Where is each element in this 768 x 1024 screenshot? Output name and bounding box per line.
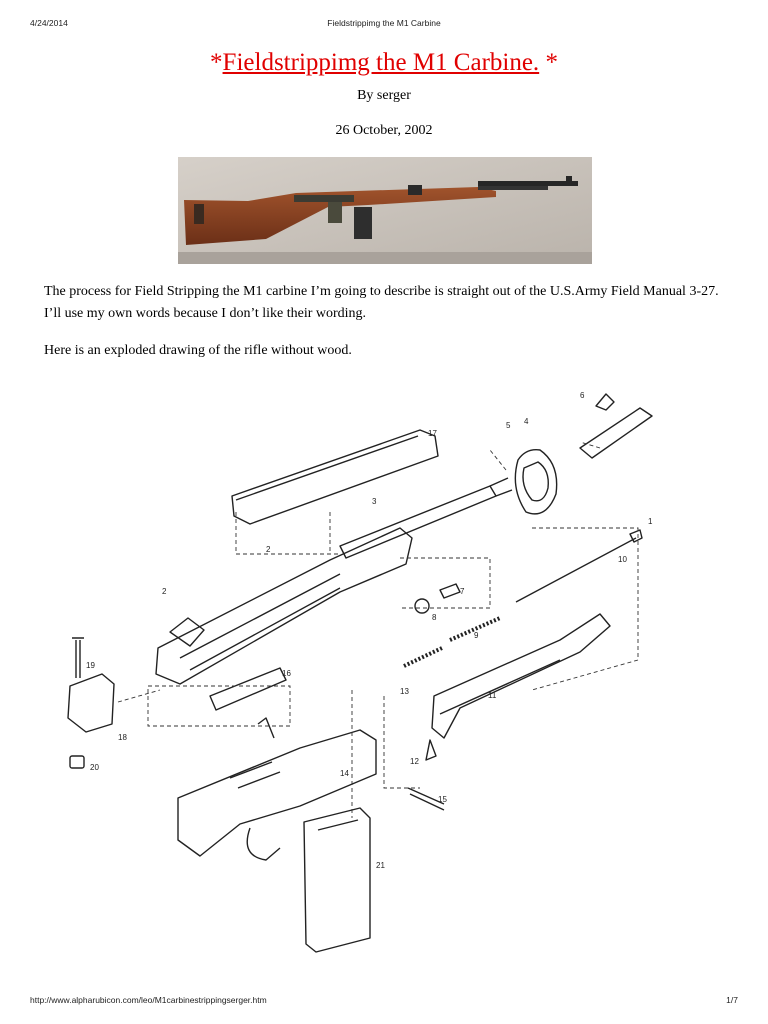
part-12 — [426, 740, 436, 760]
part-barrel — [340, 486, 496, 558]
drawing-label: 6 — [580, 391, 585, 400]
drawing-label: 17 — [428, 429, 437, 438]
part-receiver — [156, 528, 412, 684]
drawing-label: 13 — [400, 687, 409, 696]
drawing-label: 7 — [460, 587, 465, 596]
drawing-label: 21 — [376, 861, 385, 870]
part-barrel-band — [515, 450, 556, 514]
drawing-intro-paragraph: Here is an exploded drawing of the rifle without wood. — [44, 343, 352, 358]
print-header-title: Fieldstrippimg the M1 Carbine — [327, 18, 441, 28]
print-footer-page: 1/7 — [726, 995, 738, 1005]
part-7 — [440, 584, 460, 598]
part-magazine — [304, 808, 370, 952]
drawing-label: 15 — [438, 795, 447, 804]
print-footer-url: http://www.alpharubicon.com/leo/M1carbinestrippingserger.htm — [30, 995, 267, 1005]
drawing-label: 3 — [372, 497, 377, 506]
drawing-label: 1 — [648, 517, 653, 526]
page-title — [0, 48, 768, 78]
part-8 — [415, 599, 429, 613]
byline: By serger — [357, 88, 411, 103]
part-bolt-screw — [72, 638, 84, 678]
exploded-drawing — [40, 378, 720, 963]
drawing-label: 2 — [266, 545, 271, 554]
publish-date: 26 October, 2002 — [335, 123, 433, 138]
part-front-sight — [580, 408, 652, 458]
part-stock-liner — [432, 614, 610, 738]
title-main: Fieldstrippimg the M1 Carbine. — [222, 49, 540, 76]
drawing-label: 16 — [282, 669, 291, 678]
drawing-label: 11 — [488, 691, 497, 700]
part-trigger-housing — [178, 730, 376, 856]
title-suffix: * — [539, 49, 558, 76]
drawing-label: 8 — [432, 613, 437, 622]
part-operating-slide — [210, 668, 286, 710]
part-nut — [70, 756, 84, 768]
carbine-photo — [178, 157, 592, 264]
drawing-label: 20 — [90, 763, 99, 772]
drawing-label: 12 — [410, 757, 419, 766]
drawing-label: 18 — [118, 733, 127, 742]
part-handguard — [232, 430, 438, 524]
drawing-label: 9 — [474, 631, 479, 640]
drawing-label: 10 — [618, 555, 627, 564]
drawing-label: 19 — [86, 661, 95, 670]
part-spring-13 — [404, 648, 442, 666]
intro-paragraph: The process for Field Stripping the M1 carbine I’m going to describe is straight out of the U.S.Army Field Manual 3-27. I’ll use my own words because I don’t like their wording. — [44, 284, 719, 321]
title-prefix: * — [210, 49, 223, 76]
part-recoil-plate — [68, 674, 114, 732]
drawing-label: 2 — [162, 587, 167, 596]
drawing-label: 14 — [340, 769, 349, 778]
drawing-label: 5 — [506, 421, 511, 430]
part-operating-rod — [516, 538, 636, 602]
drawing-label: 4 — [524, 417, 529, 426]
print-header-date: 4/24/2014 — [30, 18, 68, 28]
